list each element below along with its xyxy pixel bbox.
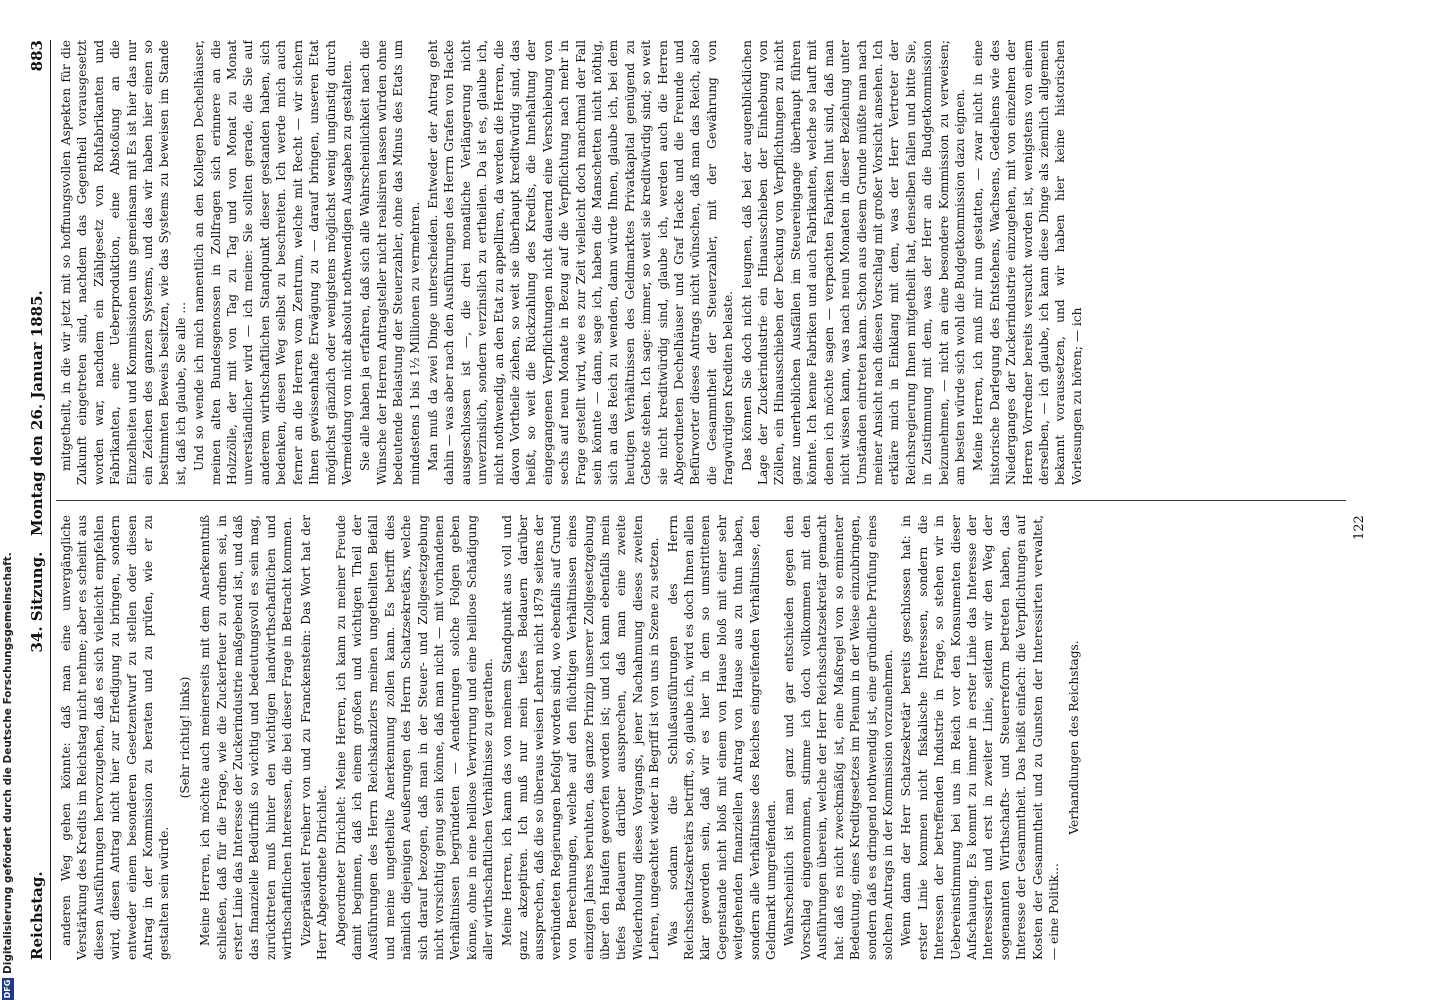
paragraph: Meine Herren, ich kann das von meinem Standpunkt aus voll und ganz akzeptiren. Ich muß nur mein tiefes Bedauern darüber aussprechen, daß die so überaus weisen Lehren nicht 1879 seitens der verbündeten Regierungen befolgt worden sind, wo ebenfalls auf Grund von Berechnungen, welche auf den flüchtigen Verhältnissen eines einzigen Jahres beruhten, das ganze Prinzip unserer Zollgesetzgebung über den Haufen geworfen worden ist; und ich kann ebenfalls mein tiefes Bedauern darüber aussprechen, daß man eine zweite Wiederholung dieses Vorgangs, jener Nachahmung dieses zweiten Lehren, ungeachtet wieder in Begriff ist von uns in Szene zu setzen.: [499, 515, 662, 960]
paragraph: Verhandlungen des Reichstags.: [1067, 640, 1082, 835]
digitization-credit: [2, 552, 14, 1000]
date-label: Montag den 26. Januar 1885.: [28, 290, 46, 537]
column-divider: [56, 500, 1346, 501]
credit-text: Digitalisierung gefördert durch die Deutsche Forschungsgemeinschaft.: [2, 552, 14, 974]
paragraph: Meine Herren, ich möchte auch meinerseits mit dem Anerkenntniß schließen, daß für die Frage, wie die Zuckerfeuer zu ordnen sei, in erster Linie das Interesse der Zuckerindustrie maßgebend ist, und daß das finanzielle Bedürfniß so wichtig und bedeutungsvoll es sein mag, zurücktreten muß hinter den wichtigen landwirthschaftlichen und wirthschaftlichen Interessen, die bei dieser Frage in Betracht kommen.: [198, 515, 295, 960]
header-left: Reichstag.: [28, 871, 46, 960]
page-number: 883: [28, 40, 46, 72]
paragraph: Sie alle haben ja erfahren, daß sich alle Wahrscheinlichkeit nach die Wünsche der Herren Antragsteller nicht realisiren lassen würden ohne bedeutende Belastung der Steuerzahler, ohne das Minus des Etats um mindestens 1 bis 1½ Millionen zu vermehren.: [358, 40, 422, 485]
paragraph: anderen Weg gehen könnte: daß man eine unvergängliche Verstärkung des Kredits im Reichstag nicht nehme; aber es scheint aus diesen Ausführungen hervorzugehen, daß es sich vielleicht empfehlen wird, diesen Antrag nicht hier zur Erledigung zu bringen, sondern entweder einem besonderen Gesetzentwurf zu stellen oder diesen Antrag in der Kommission zu beraten und zu prüfen, wie er zu gestalten sein würde.: [59, 515, 172, 960]
right-column: [58, 40, 1348, 485]
paragraph: Das können Sie doch nicht leugnen, daß bei der augenblicklichen Lage der Zuckerindustrie ein Hinausschieben der Einhebung von Zöllen, ein Hinausschieben der Deckung von Verpflichtungen zu nicht ganz unerheblichen Ausfällen im Steuereingange überhaupt führen könnte. Ich kenne Fabriken und auch Fabrikanten, welche so lauft mit denen ich möchte sagen — verpachten Fabriken lhut sind, daß man nicht wissen kann, was nach neun Monaten in dieser Beziehung unter Umständen eintreten kann. Schon aus diesem Grunde müßte man nach meiner Ansicht nach diesen Vorschlag mit großer Vorsicht ansehen. Ich erkläre mich in Einklang mit dem, was der Herr Vertreter der Reichsregierung Ihnen mitgetheilt hat, denselben fallen und bitte Sie, in Zustimmung mit dem, was der Herr an die Budgetkommission beizunehmen, — nicht an eine besondere Kommission zu verweisen; am besten würde sich wohl die Budgetkommission dazu eignen.: [739, 40, 967, 485]
bottom-page-number: 122: [1352, 515, 1367, 540]
paragraph: Was sodann die Schlußausführungen des Herrn Reichsschatzsekretärs betrifft, so, glaube ich, wird es doch Ihnen allen klar geworden sein, daß wir es hier in dem so umstrittenen Gegenstande nicht bloß mit einem von Hause bloß mit einer sehr weitgehenden finanziellen Antrag von Hause aus zu thun haben, sondern alle Verhältnisse des Reiches eingreifenden Verhältnisse, den Geldmarkt umgreifenden.: [665, 515, 779, 960]
paragraph: mitgetheilt, in die wir jetzt mit so hoffnungsvollen Aspekten für die Zukunft eingetreten sind, nachdem das Gegentheil vorausgesetzt worden war, nachdem ein Zählgesetz von Rohfabrikanten und Fabrikanten, eine Ueberproduktion, eine Abstoßung an die Einzelheiten und Kommissionen uns gemeinsam mit Es ist hier das nur ein Zeichen des ganzen Systems, und das wir haben hier einen so bestimmten Beweis besitzen, wie das Systems zu beweisen im Stande ist, daß ich glaube, Sie alle ...: [59, 40, 188, 485]
paragraph: Wenn dann der Herr Schatzsekretär bereits geschlossen hat: in erster Linie kommen nicht fiskalische Interessen, sondern die Interessen der betreffenden Industrie in Frage, so stehen wir in Uebereinstimmung bei uns im Reich vor den Konsumenten dieser Aufschauung. Es kommt zu immer in erster Linie das Interesse der Interessirten und erst in zweiter Linie, seitdem wir den Weg der sogenannten Wirthschafts- und Steuerreform betreten haben, das Interesse der Gesammtheit. Das heißt einfach: die Verpflichtungen auf Kosten der Gesammtheit und zu Gunsten der Interessirten verwaltet, — eine Politik...: [899, 515, 1061, 960]
paragraph: Man muß da zwei Dinge unterscheiden. Entweder der Antrag geht dahin — was aber nach den Ausführungen des Herrn Grafen von Hacke ausgeschlossen ist —, die drei monatliche Verlängerung nicht unverzinslich, sondern verzinslich zu ertheilen. Da ist es, glaube ich, nicht nothwendig, an den Etat zu appelliren, da werden die Herren, die davon Vortheile ziehen, so weit sie überhaupt kreditwürdig sind, das heißt, so weit die Rückzahlung des Kredits, die Innehaltung der eingegangenen Verpflichtungen nicht dauernd eine Verschiebung von sechs auf neun Monate in Bezug auf die Verpflichtung nach mehr in Frage gestellt wird, wie es zur Zeit vielleicht doch manchmal der Fall sein könnte — dann, sage ich, haben die Manschetten nicht nöthig, sich an das Reich zu wenden, dann würde Ihnen, glaube ich, bei dem heutigen Verhältnissen des Geldmarktes Privatkapital genügend zu Gebote stehen. Ich sage: immer, so weit sie kreditwürdig sind; so weit sie nicht kreditwürdig sind, glaube ich, werden auch die Herren Abgeordneten Dechelhäuser und Graf Hacke und die Freunde und Befürworter dieses Antrags nicht wünschen, daß man das Reich, also die Gesammtheit der Steuerzahler, mit der Gewährung von fragwürdigen Krediten belaste.: [425, 40, 736, 485]
dfg-logo: DFG: [3, 979, 12, 999]
paragraph: (Sehr richtig! links): [177, 676, 192, 799]
page-header: [18, 40, 51, 960]
speaker-paragraph: Vizepräsident Freiherr von und zu Franckenstein: Das Wort hat der Herr Abgeordnete Dirichlet.: [298, 515, 330, 960]
paragraph: Meine Herren, ich muß mir nun gestatten, — zwar nicht in eine historische Darlegung des Entstehens, Wachsens, Gedeihens wie des Niederganges der Zuckerindustrie einzugehen, mit von einzelnen der Herren Vorredner bereits versucht worden ist, wenigstens von einem derselben, — ich glaube, ich kann diese Dinge als ziemlich allgemein bekannt voraussetzen, und wir haben hier keine historischen Vorlesungen zu hören; — ich: [971, 40, 1084, 485]
session-label: 34. Sitzung.: [28, 551, 46, 653]
paragraph: Wahrscheinlich ist man ganz und gar entschieden gegen den Vorschlag eingenommen, stimme ich doch vollkommen mit den Ausführungen überein, welche der Herr Reichsschatzsekretär gemacht hat: daß es nicht zweckmäßig ist, eine Maßregel von so eminenter Bedeutung, eines Kreditgesetzes im Plenum in der Weise einzubringen, sondern daß es dringend nothwendig ist, eine gründliche Prüfung eines solchen Antrags in der Kommission vorzunehmen.: [782, 515, 895, 960]
paragraph: Und so wende ich mich namentlich an den Kollegen Dechelhäuser, meinen alten Bundesgenossen in Zollfragen sich erinnere an die Holzzölle, der mit von Tag zu Tag und von Monat zu Monat unverständlicher wird — ich meine: Sie sollten gerade, die Sie auf anderem wirthschaftlichen Standpunkt dieser gestanden haben, sich bedenken, diesen Weg selbst zu beschreiten. Ich werde mich auch ferner an die Herren vom Zentrum, welche mit Recht — wir sichern Ihnen gewissenhafte Erwägung zu — darauf bringen, unseren Etat möglichst gänzlich oder wenigstens möglichst wenig ungünstig durch Vermeidung von nicht absolut nothwendigen Ausgaben zu gestalten.: [192, 40, 354, 485]
header-center: [28, 71, 46, 871]
left-column: [58, 515, 1348, 960]
paragraph: Abgeordneter Dirichlet: Meine Herren, ich kann zu meiner Freude damit beginnen, daß ich einem großen und wichtigen Theil der Ausführungen des Herrn Reichskanzlers meinen ungetheilten Beifall und meine ungetheilte Anerkennung zollen kann. Es betrifft dies nämlich diejenigen Aeußerungen des Herrn Schatzsekretärs, welche sich darauf bezogen, daß man in der Steuer- und Zollgesetzgebung nicht vorsichtig genug sein könne, daß man nicht — mit vorhandenen Verhältnissen begründeten — Aenderungen solche Folgen geben könne, ohne in eine heillose Verwirrung und eine heillose Schädigung aller wirthschaftlichen Verhältnisse zu gerathen.: [333, 515, 496, 960]
